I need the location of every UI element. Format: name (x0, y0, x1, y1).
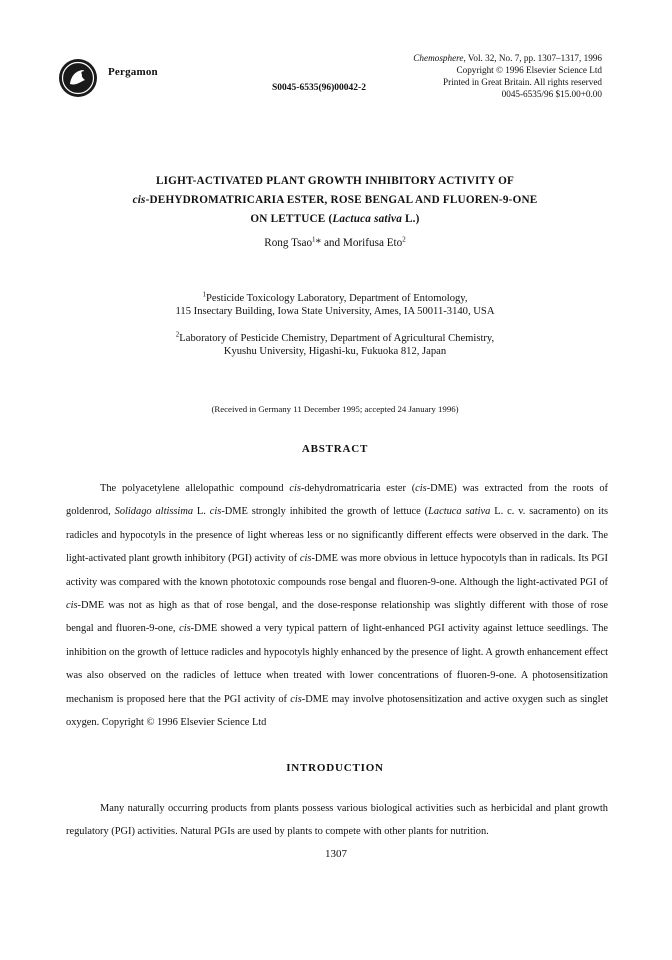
affiliation-2-line-1 (90, 332, 580, 345)
introduction-body: Many naturally occurring products from plants possess various biological activities such as herbicidal and plant growth regulatory (PGI) activities. Natural PGIs are used by plants to compete with other plants for nutrition. (66, 803, 608, 838)
abstract-text-run: L. (193, 506, 210, 518)
author-list (90, 237, 580, 249)
journal-citation (413, 52, 602, 64)
affiliation-1-line-2: 115 Insectary Building, Iowa State University, Ames, IA 50011-3140, USA (175, 306, 495, 317)
author-joiner: and (321, 237, 343, 249)
title-cis-prefix: cis (132, 194, 146, 206)
printed-line: Printed in Great Britain. All rights reserved (443, 77, 602, 87)
title-line-3-end: L.) (402, 213, 420, 225)
author-2-affil-mark: 2 (402, 235, 406, 244)
article-title (90, 172, 580, 229)
copyright-line: Copyright © 1996 Elsevier Science Ltd (456, 65, 602, 75)
publisher-name: Pergamon (108, 66, 158, 78)
author-1: Rong Tsao (264, 237, 313, 249)
abstract-text-run: -DME was not as high as that of rose bengal, and the dose-response relationship was slightly different with those of rose bengal and fluoren-9-one, (66, 600, 608, 635)
affiliation-2 (90, 332, 580, 358)
publisher-logo (58, 58, 98, 98)
title-line-2-text: -DEHYDROMATRICARIA ESTER, ROSE BENGAL AND FLUOREN-9-ONE (145, 194, 538, 206)
title-line-2 (90, 191, 580, 210)
affiliation-2-text: Laboratory of Pesticide Chemistry, Department of Agricultural Chemistry, (179, 333, 495, 344)
abstract-italic-term: Lactuca sativa (428, 506, 491, 518)
title-species-name: Lactuca sativa (332, 213, 402, 225)
abstract-italic-term: cis (179, 623, 191, 635)
price-line: 0045-6535/96 $15.00+0.00 (501, 89, 602, 99)
article-doi: S0045-6535(96)00042-2 (272, 83, 366, 93)
abstract-italic-term: cis (289, 483, 301, 494)
affiliation-1 (90, 292, 580, 318)
received-dates: (Received in Germany 11 December 1995; accepted 24 January 1996) (211, 404, 459, 414)
affiliation-2-line-2: Kyushu University, Higashi-ku, Fukuoka 812, Japan (223, 346, 447, 357)
title-line-3-start: ON LETTUCE ( (250, 213, 333, 225)
title-line-3 (90, 210, 580, 229)
journal-name: Chemosphere (413, 53, 464, 63)
affiliation-1-text: Pesticide Toxicology Laboratory, Department of Entomology, (205, 293, 468, 304)
abstract-text-run: The polyacetylene allelopathic compound (100, 483, 290, 494)
affiliation-1-line-1 (90, 292, 580, 305)
abstract-italic-term: Solidago altissima (114, 506, 194, 518)
journal-metadata (413, 52, 602, 100)
abstract-italic-term: cis (209, 506, 222, 518)
author-1-affil-mark: 1 (312, 235, 316, 244)
abstract-text-run: -dehydromatricaria ester ( (300, 483, 416, 494)
abstract-body (66, 477, 608, 734)
abstract-italic-term: cis (299, 553, 312, 565)
abstract-italic-term: cis (415, 483, 427, 494)
abstract-italic-term: cis (66, 600, 78, 612)
abstract-text-run: -DME was more obvious in lettuce hypocotyls than in radicals. Its PGI activity was compared with the known phototoxic compounds rose bengal and fluoren-9-one. Although the light-activated PGI of (66, 553, 608, 588)
corresponding-mark: * (315, 237, 322, 249)
abstract-text-run: -DME may involve photosensitization and active oxygen such as singlet oxygen. Copyright © 1996 Elsevier Science Ltd (66, 693, 609, 729)
author-2: Morifusa Eto (342, 237, 403, 249)
title-line-1: LIGHT-ACTIVATED PLANT GROWTH INHIBITORY ACTIVITY OF (155, 175, 515, 187)
abstract-text-run: -DME showed a very typical pattern of light-enhanced PGI activity against lettuce seedlings. The inhibition on the growth of lettuce radicles and hypocotyls highly enhanced by the presence of light. A growth enhancement effect was also observed on the radicles of lettuce when treated with lower concentrations of fluoren-9-one. A photosensitization mechanism is proposed here that the PGI activity of (66, 623, 609, 705)
affiliation-2-mark: 2 (175, 330, 180, 339)
journal-volume-pages: , Vol. 32, No. 7, pp. 1307–1317, 1996 (463, 53, 602, 63)
introduction-heading: INTRODUCTION (286, 762, 384, 774)
abstract-italic-term: cis (290, 693, 302, 705)
page-number: 1307 (325, 848, 347, 860)
abstract-heading: ABSTRACT (301, 443, 369, 455)
affiliation-1-mark: 1 (202, 290, 206, 299)
abstract-text-run: -DME strongly inhibited the growth of lettuce ( (221, 506, 429, 518)
abstract-text-run: L. c. v. sacramento) on its radicles and hypocotyls in the presence of light whereas less or no significantly different effects were observed in the dark. The light-activated plant growth inhibitory (PGI) activity of (66, 506, 609, 565)
abstract-text-run: -DME) was extracted from the roots of goldenrod, (66, 483, 609, 518)
